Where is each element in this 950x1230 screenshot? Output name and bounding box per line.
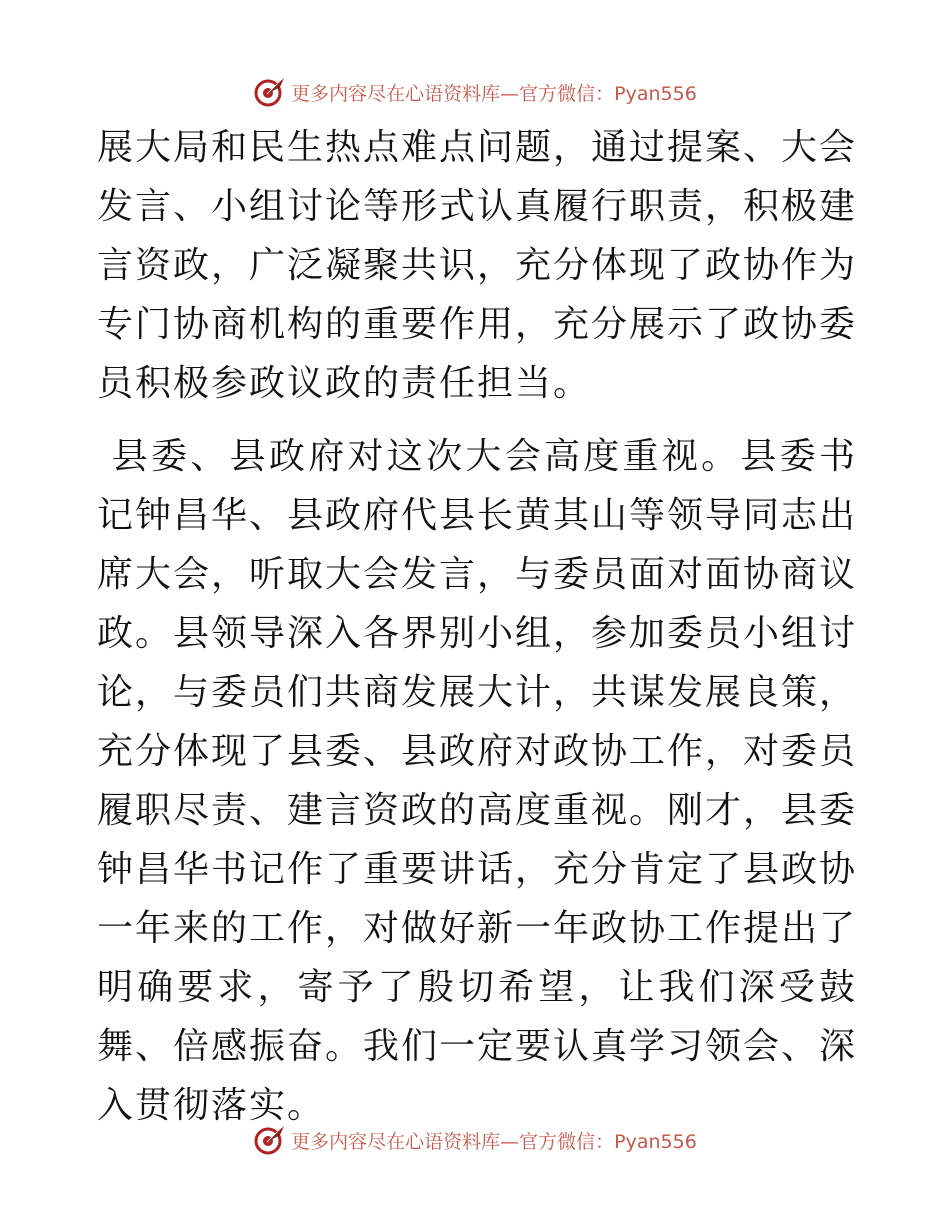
watermark-text: 更多内容尽在心语资料库—官方微信：Pyan556: [291, 1130, 697, 1153]
wechat-id: Pyan556: [614, 82, 697, 105]
header-watermark: [0, 72, 950, 112]
paragraph: 县委、县政府对这次大会高度重视。县委书记钟昌华、县政府代县长黄其山等领导同志出席大会，听取大会发言，与委员面对面协商议政。县领导深入各界别小组，参加委员小组讨论，与委员们共商发展大计，共谋发展良策，充分体现了县委、县政府对政协工作，对委员履职尽责、建言资政的高度重视。刚才，县委钟昌华书记作了重要讲话，充分肯定了县政协一年来的工作，对做好新一年政协工作提出了明确要求，寄予了殷切希望，让我们深受鼓舞、倍感振奋。我们一定要认真学习领会、深入贯彻落实。: [97, 436, 858, 1126]
document-body: [97, 118, 857, 1135]
footer-watermark: [0, 1120, 950, 1160]
quill-logo-icon: [253, 75, 287, 109]
quill-logo-icon: [253, 1123, 287, 1157]
wechat-id: Pyan556: [614, 1130, 697, 1153]
paragraph: 展大局和民生热点难点问题，通过提案、大会发言、小组讨论等形式认真履行职责，积极建言资政，广泛凝聚共识，充分体现了政协作为专门协商机构的重要作用，充分展示了政协委员积极参政议政的责任担当。: [97, 127, 858, 404]
watermark-text: 更多内容尽在心语资料库—官方微信：Pyan556: [291, 82, 697, 105]
